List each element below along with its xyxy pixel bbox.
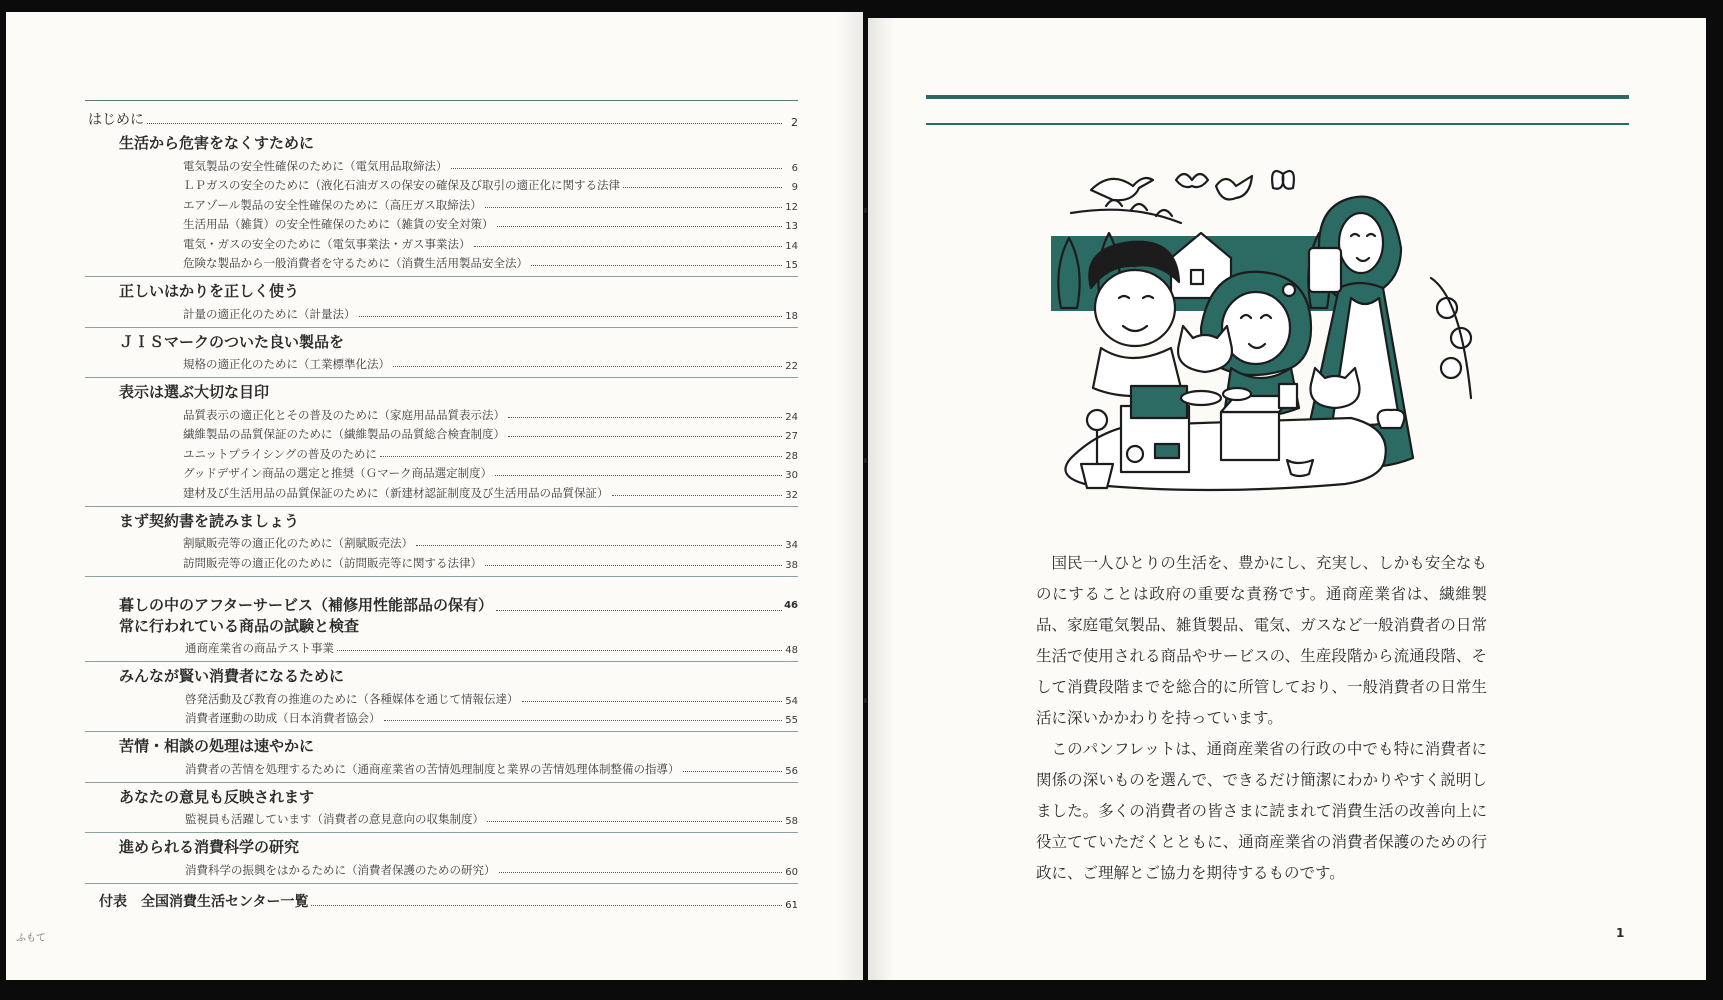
leader-dots [451, 168, 783, 169]
table-of-contents [85, 100, 798, 911]
leader-dots [393, 366, 782, 367]
leader-dots [495, 475, 782, 476]
toc-entry [85, 252, 798, 272]
leader-dots [380, 456, 782, 457]
toc-entry [85, 174, 798, 194]
toc-entry-text: 消費科学の振興をはかるために（消費者保護のための研究） [185, 862, 496, 877]
toc-page-number: 46 [784, 599, 798, 611]
toc-entry-text: 建材及び生活用品の品質保証のために（新建材認証制度及び生活用品の品質保証） [183, 485, 609, 500]
toc-entry-text: 監視員も活躍しています（消費者の意見意向の収集制度） [185, 812, 484, 826]
introduction-text [1036, 548, 1487, 889]
toc-entry-text: グッドデザイン商品の選定と推奨（Ｇマーク商品選定制度） [183, 466, 493, 480]
leader-dots [531, 265, 782, 266]
toc-page-number: 56 [785, 765, 798, 777]
intro-paragraph: 国民一人ひとりの生活を、豊かにし、充実し、しかも安全なものにすることは政府の重要な責務です。通商産業省は、繊維製品、家庭電気製品、雑貨製品、電気、ガスなど一般消費者の日常生活で使用される商品やサービスの、生産段階から流通段階、そして消費段階までを総合的に所管しており、一般消費者の日常生活に深いかかわりを持っています。 [1036, 554, 1487, 727]
leader-dots [485, 207, 782, 208]
toc-entry [85, 687, 798, 707]
leader-dots [683, 771, 783, 772]
toc-sections [85, 129, 798, 577]
toc-entry-text: 電気製品の安全性確保のために（電気用品取締法） [183, 158, 448, 173]
toc-entry [85, 462, 798, 482]
toc-page-number: 15 [785, 260, 798, 271]
toc-section-title [85, 332, 798, 353]
toc-entry-text: 啓発活動及び教育の推進のために（各種媒体を通じて情報伝達） [185, 691, 519, 706]
leader-dots [384, 720, 783, 721]
toc-section-title-text: 正しいはかりを正しく使う [119, 282, 300, 300]
toc-page-number: 18 [785, 310, 798, 322]
leader-dots [474, 246, 783, 247]
leader-dots [508, 436, 782, 437]
toc-entry-text: 消費者の苦情を処理するために（通商産業省の苦情処理制度と業界の苦情処理体制整備の指導） [185, 761, 680, 776]
binding-staple-mark [864, 208, 867, 213]
left-page-table-of-contents [6, 12, 863, 980]
butterfly-icon [1272, 171, 1294, 189]
toc-entry [85, 302, 798, 322]
toc-page-number: 22 [785, 361, 798, 372]
page-number: 1 [1616, 926, 1625, 940]
toc-entry-text: 消費者運動の助成（日本消費者協会） [185, 711, 381, 725]
toc-section-title [85, 133, 798, 154]
toc-entry [85, 757, 798, 777]
toc-page-number: 32 [785, 489, 798, 501]
toc-section [85, 833, 798, 884]
leader-dots [612, 495, 783, 496]
leader-dots [311, 905, 782, 906]
toc-entry [85, 551, 798, 571]
toc-page-number: 24 [785, 411, 798, 423]
toc-section-title [85, 666, 798, 687]
toc-page-number: 12 [785, 201, 798, 213]
toc-section [85, 577, 798, 663]
toc-entry-text: ユニットプライシングの普及のために [183, 446, 377, 461]
glass-jar-icon [1309, 248, 1341, 292]
toc-section-title [85, 616, 798, 637]
toc-page-number: 61 [785, 899, 798, 911]
toc-section-title [85, 382, 798, 403]
leader-dots [496, 610, 782, 611]
toc-page-number: 54 [785, 695, 798, 707]
toc-page-number: 14 [785, 240, 798, 252]
toc-intro-title: はじめに [88, 112, 144, 128]
leader-dots [485, 565, 782, 566]
toc-entry [85, 637, 798, 657]
toc-entry-text: エアゾール製品の安全性確保のために（高圧ガス取締法） [183, 197, 482, 212]
toc-entry [85, 232, 798, 252]
leader-dots [508, 417, 782, 418]
toc-section [85, 662, 798, 732]
toc-entry-text: 繊維製品の品質保証のために（繊維製品の品質総合検査制度） [183, 427, 505, 441]
toc-after-sections [85, 577, 798, 884]
toc-section [85, 328, 798, 379]
toc-entry-text: ＬＰガスの安全のために（液化石油ガスの保安の確保及び取引の適正化に関する法律 [183, 178, 620, 192]
toc-section-title-text: 苦情・相談の処理は速やかに [119, 737, 315, 755]
toc-entry-text: 電気・ガスの安全のために（電気事業法・ガス事業法） [183, 236, 471, 251]
flower-icon [1087, 410, 1107, 430]
toc-entry [85, 353, 798, 373]
family-picnic-illustration [1051, 158, 1501, 528]
toc-intro-row [85, 105, 798, 129]
leader-dots [487, 821, 782, 822]
toc-page-number: 28 [785, 450, 798, 462]
toc-section [85, 507, 798, 577]
header-rule-thick [926, 95, 1629, 99]
toc-section [85, 378, 798, 507]
toc-entry-text: 品質表示の適正化とその普及のために（家庭用品品質表示法） [183, 407, 505, 422]
toc-page-number: 27 [785, 431, 798, 442]
toc-section-title-text: あなたの意見も反映されます [119, 787, 315, 806]
toc-page-number: 55 [785, 715, 798, 726]
toc-section-title [85, 736, 798, 757]
toc-entry-text: 生活用品（雑貨）の安全性確保のために（雑貨の安全対策） [183, 217, 494, 231]
right-page-introduction [868, 18, 1706, 980]
toc-page-number: 6 [791, 162, 798, 174]
binding-staple-mark [864, 698, 867, 703]
cup-icon [1287, 460, 1313, 476]
toc-section-title-text: 表示は選ぶ大切な目印 [119, 383, 270, 401]
toc-section-title [85, 787, 798, 808]
toc-entry [85, 193, 798, 213]
toc-entry [85, 858, 798, 878]
toc-section-title [85, 595, 798, 616]
bird-icon [1091, 178, 1153, 200]
leader-dots [522, 701, 783, 702]
toc-section [85, 129, 798, 277]
toc-page-number: 58 [785, 816, 798, 827]
toc-page-number: 60 [785, 866, 798, 878]
gutter-shadow [868, 18, 894, 980]
leader-dots [337, 650, 782, 651]
toc-section [85, 277, 798, 328]
toc-section-title [85, 281, 798, 302]
toc-page-number: 38 [785, 559, 798, 571]
toc-section-title [85, 511, 798, 532]
toc-appendix-title: 付表 全国消費生活センター一覧 [99, 893, 309, 910]
toc-appendix-row [85, 884, 798, 911]
box-icon [1221, 412, 1279, 460]
toc-page-number: 2 [791, 116, 798, 129]
toc-entry-text: 訪問販売等の適正化のために（訪問販売等に関する法律） [183, 555, 482, 570]
toc-entry [85, 442, 798, 462]
header-rule-thin [926, 123, 1629, 125]
flower-icon [1176, 174, 1208, 187]
toc-section-title-text: 暮しの中のアフターサービス（補修用性能部品の保有） [119, 595, 493, 614]
toc-page-number: 34 [785, 540, 798, 551]
leader-dots [499, 872, 783, 873]
toc-entry-text: 割賦販売等の適正化のために（割賦販売法） [183, 536, 413, 550]
toc-page-number: 30 [785, 470, 798, 481]
bird-icon [1216, 176, 1252, 200]
toc-section-title-text: 常に行われている商品の試験と検査 [119, 616, 360, 635]
toc-entry [85, 481, 798, 501]
toc-entry [85, 532, 798, 552]
toc-entry [85, 808, 798, 828]
toc-entry-text: 通商産業省の商品テスト事業 [185, 641, 335, 655]
toc-page-number: 48 [785, 645, 798, 656]
toc-page-number: 13 [785, 221, 798, 232]
corner-handwritten-note: ふもて [16, 933, 46, 944]
leader-dots [497, 226, 783, 227]
toc-entry-text: 規格の適正化のために（工業標準化法） [183, 357, 390, 371]
gutter-shadow [837, 12, 863, 980]
toc-top-rule [85, 100, 798, 101]
toc-entry [85, 423, 798, 443]
toc-entry [85, 403, 798, 423]
toc-section [85, 732, 798, 783]
toc-section-title-text: ＪＩＳマークのついた良い製品を [119, 332, 345, 351]
toc-entry [85, 707, 798, 727]
toc-entry [85, 154, 798, 174]
toc-section-title-text: みんなが賢い消費者になるために [119, 667, 345, 685]
leader-dots [623, 187, 782, 188]
toc-page-number: 9 [791, 182, 798, 193]
toc-entry [85, 213, 798, 233]
toc-section-title-text: 進められる消費科学の研究 [119, 838, 300, 856]
toc-section-title [85, 837, 798, 858]
leader-dots [416, 545, 782, 546]
toc-entry-text: 計量の適正化のために（計量法） [183, 306, 356, 321]
toc-entry-text: 危険な製品から一般消費者を守るために（消費生活用製品安全法） [183, 256, 528, 270]
toc-section-title-text: まず契約書を読みましょう [119, 511, 300, 530]
toc-section-title-text: 生活から危害をなくすために [119, 134, 315, 152]
binding-staple-mark [864, 458, 867, 463]
leader-dots [359, 316, 783, 317]
toc-section [85, 783, 798, 834]
leader-dots [147, 123, 782, 124]
intro-paragraph: このパンフレットは、通商産業省の行政の中でも特に消費者に関係の深いものを選んで、できるだけ簡潔にわかりやすく説明しました。多くの消費者の皆さまに読まれて消費生活の改善向上に役立てていただくとともに、通商産業省の消費者保護のための行政に、ご理解とご協力を期待するものです。 [1036, 740, 1487, 882]
